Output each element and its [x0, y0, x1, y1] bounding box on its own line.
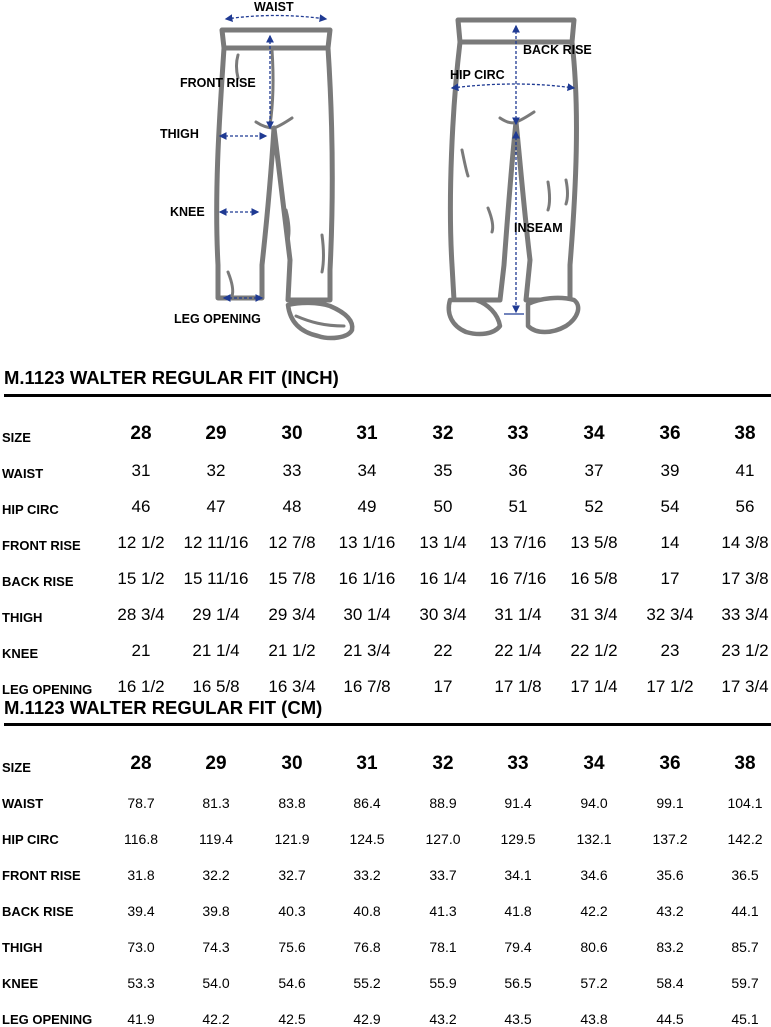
table-cell: 34 — [583, 423, 605, 444]
table-cell: 29 — [205, 753, 227, 774]
table-cell: 53.3 — [127, 975, 155, 991]
row-label: THIGH — [2, 940, 43, 955]
table-cell: 16 7/16 — [489, 569, 547, 588]
table-cell: 16 1/2 — [117, 677, 165, 696]
table-cell: 13 7/16 — [489, 533, 547, 552]
table-cell: 55.9 — [429, 975, 457, 991]
table-cell: 48 — [282, 497, 302, 516]
table-cell: 41.8 — [504, 903, 532, 919]
table-cell: 43.2 — [429, 1011, 457, 1027]
table-cell: 13 1/4 — [419, 533, 467, 552]
table-cell: 85.7 — [731, 939, 759, 955]
table-cell: 38 — [734, 753, 756, 774]
table-cell: 44.5 — [656, 1011, 684, 1027]
inch-size-table — [0, 367, 771, 697]
table-cell: 43.2 — [656, 903, 684, 919]
label-leg-opening: LEG OPENING — [174, 312, 261, 326]
table-cell: 31.8 — [127, 867, 155, 883]
row-label: WAIST — [2, 466, 44, 481]
table-cell: 34.6 — [580, 867, 608, 883]
table-cell: 42.2 — [202, 1011, 230, 1027]
table-cell: 57.2 — [580, 975, 608, 991]
table-cell: 50 — [433, 497, 453, 516]
table-cell: 22 1/4 — [494, 641, 542, 660]
table-cell: 12 7/8 — [268, 533, 316, 552]
table-row-back-rise — [0, 889, 771, 919]
row-label: HIP CIRC — [2, 502, 59, 517]
table-cell: 54.0 — [202, 975, 230, 991]
label-waist: WAIST — [254, 0, 294, 14]
table-row-back-rise — [0, 559, 771, 589]
table-cell: 46 — [131, 497, 151, 516]
table-cell: 17 — [433, 677, 453, 696]
row-label: BACK RISE — [2, 574, 74, 589]
table-title: M.1123 WALTER REGULAR FIT (INCH) — [4, 367, 339, 388]
row-label: KNEE — [2, 976, 39, 991]
table-cell: 17 3/4 — [721, 677, 769, 696]
row-label: LEG OPENING — [2, 1012, 93, 1027]
table-cell: 16 1/16 — [338, 569, 396, 588]
table-row-thigh — [0, 595, 771, 625]
table-row-knee — [0, 961, 771, 991]
table-cell: 132.1 — [576, 831, 612, 847]
table-cell: 29 3/4 — [268, 605, 316, 624]
table-cell: 23 — [660, 641, 680, 660]
table-cell: 33 — [507, 423, 529, 444]
table-cell: 44.1 — [731, 903, 759, 919]
table-cell: 47 — [206, 497, 226, 516]
table-cell: 41 — [735, 461, 755, 480]
table-row-hip-circ — [0, 487, 771, 517]
table-cell: 124.5 — [349, 831, 385, 847]
table-cell: 12 1/2 — [117, 533, 165, 552]
row-label: LEG OPENING — [2, 682, 93, 697]
table-cell: 76.8 — [353, 939, 381, 955]
label-knee: KNEE — [170, 205, 205, 219]
table-cell: 41.3 — [429, 903, 457, 919]
table-cell: 35 — [433, 461, 453, 480]
table-cell: 15 11/16 — [183, 569, 249, 588]
row-label: SIZE — [2, 760, 31, 775]
table-cell: 36.5 — [731, 867, 759, 883]
label-back-rise: BACK RISE — [523, 43, 592, 57]
table-cell: 78.1 — [429, 939, 457, 955]
table-cell: 31 — [356, 753, 378, 774]
table-row-front-rise — [0, 853, 771, 883]
table-cell: 79.4 — [504, 939, 532, 955]
table-cell: 15 7/8 — [268, 569, 316, 588]
table-cell: 32 — [432, 753, 454, 774]
table-cell: 43.5 — [504, 1011, 532, 1027]
table-row-size — [0, 415, 771, 445]
table-cell: 29 1/4 — [192, 605, 240, 624]
row-label: THIGH — [2, 610, 43, 625]
table-cell: 116.8 — [124, 831, 158, 847]
label-hip-circ: HIP CIRC — [450, 68, 505, 82]
table-cell: 74.3 — [202, 939, 230, 955]
table-row-knee — [0, 631, 771, 661]
table-cell: 30 3/4 — [419, 605, 467, 624]
table-cell: 16 7/8 — [343, 677, 391, 696]
table-row-waist — [0, 451, 771, 481]
table-cell: 32.2 — [202, 867, 230, 883]
table-cell: 41.9 — [127, 1011, 155, 1027]
table-cell: 55.2 — [353, 975, 381, 991]
table-cell: 35.6 — [656, 867, 684, 883]
table-cell: 38 — [734, 423, 756, 444]
row-label: FRONT RISE — [2, 538, 81, 553]
table-cell: 17 — [660, 569, 680, 588]
table-cell: 12 11/16 — [183, 533, 249, 552]
table-cell: 21 1/4 — [192, 641, 240, 660]
table-cell: 42.5 — [278, 1011, 306, 1027]
table-cell: 73.0 — [127, 939, 155, 955]
table-cell: 37 — [584, 461, 604, 480]
divider — [4, 394, 771, 397]
row-label: BACK RISE — [2, 904, 74, 919]
table-cell: 40.8 — [353, 903, 381, 919]
table-cell: 36 — [659, 423, 681, 444]
label-front-rise: FRONT RISE — [180, 76, 256, 90]
row-label: SIZE — [2, 430, 31, 445]
table-cell: 83.8 — [278, 795, 306, 811]
table-cell: 78.7 — [127, 795, 155, 811]
table-cell: 32 — [432, 423, 454, 444]
row-label: FRONT RISE — [2, 868, 81, 883]
table-cell: 142.2 — [727, 831, 763, 847]
table-cell: 56 — [735, 497, 755, 516]
table-cell: 81.3 — [202, 795, 230, 811]
table-cell: 31 3/4 — [570, 605, 618, 624]
table-cell: 33 — [282, 461, 302, 480]
table-row-leg-opening — [0, 997, 771, 1027]
table-cell: 58.4 — [656, 975, 684, 991]
row-label: HIP CIRC — [2, 832, 59, 847]
table-cell: 22 1/2 — [570, 641, 618, 660]
table-cell: 31 — [131, 461, 151, 480]
table-cell: 54 — [660, 497, 680, 516]
table-cell: 32 — [206, 461, 226, 480]
table-cell: 17 1/8 — [494, 677, 542, 696]
table-cell: 34.1 — [504, 867, 532, 883]
table-cell: 16 5/8 — [570, 569, 618, 588]
table-cell: 39.4 — [127, 903, 155, 919]
table-cell: 33.7 — [429, 867, 457, 883]
table-cell: 91.4 — [504, 795, 532, 811]
table-cell: 49 — [357, 497, 377, 516]
table-cell: 28 — [130, 423, 152, 444]
divider — [4, 723, 771, 726]
table-cell: 83.2 — [656, 939, 684, 955]
table-cell: 23 1/2 — [721, 641, 769, 660]
table-cell: 42.9 — [353, 1011, 381, 1027]
table-cell: 94.0 — [580, 795, 608, 811]
table-cell: 34 — [357, 461, 377, 480]
table-cell: 75.6 — [278, 939, 306, 955]
table-cell: 119.4 — [199, 831, 233, 847]
table-cell: 59.7 — [731, 975, 759, 991]
table-cell: 13 5/8 — [570, 533, 618, 552]
table-cell: 17 1/2 — [646, 677, 694, 696]
table-cell: 21 3/4 — [343, 641, 391, 660]
table-cell: 16 3/4 — [268, 677, 316, 696]
table-cell: 17 3/8 — [721, 569, 769, 588]
table-cell: 14 3/8 — [721, 533, 769, 552]
table-cell: 15 1/2 — [117, 569, 165, 588]
row-label: KNEE — [2, 646, 39, 661]
table-cell: 13 1/16 — [338, 533, 396, 552]
table-cell: 31 — [356, 423, 378, 444]
table-cell: 137.2 — [652, 831, 688, 847]
table-cell: 34 — [583, 753, 605, 774]
table-cell: 127.0 — [425, 831, 461, 847]
table-cell: 21 — [131, 641, 151, 660]
table-cell: 17 1/4 — [570, 677, 618, 696]
table-row-leg-opening — [0, 667, 771, 697]
table-cell: 43.8 — [580, 1011, 608, 1027]
table-cell: 88.9 — [429, 795, 457, 811]
table-cell: 21 1/2 — [268, 641, 316, 660]
table-cell: 129.5 — [500, 831, 536, 847]
table-cell: 30 — [281, 753, 303, 774]
table-cell: 121.9 — [274, 831, 310, 847]
table-cell: 39 — [660, 461, 680, 480]
table-cell: 33 3/4 — [721, 605, 769, 624]
table-cell: 33.2 — [353, 867, 381, 883]
table-cell: 54.6 — [278, 975, 306, 991]
table-cell: 28 3/4 — [117, 605, 165, 624]
table-cell: 30 1/4 — [343, 605, 391, 624]
table-cell: 14 — [660, 533, 680, 552]
table-cell: 80.6 — [580, 939, 608, 955]
table-cell: 16 5/8 — [192, 677, 240, 696]
cm-size-table — [0, 697, 771, 1027]
row-label: WAIST — [2, 796, 44, 811]
table-cell: 51 — [508, 497, 528, 516]
table-cell: 33 — [507, 753, 529, 774]
table-cell: 31 1/4 — [494, 605, 542, 624]
table-row-size — [0, 745, 771, 775]
table-cell: 32.7 — [278, 867, 306, 883]
table-cell: 104.1 — [727, 795, 763, 811]
table-cell: 56.5 — [504, 975, 532, 991]
table-title: M.1123 WALTER REGULAR FIT (CM) — [4, 697, 323, 718]
table-cell: 36 — [508, 461, 528, 480]
table-cell: 99.1 — [656, 795, 684, 811]
table-cell: 39.8 — [202, 903, 230, 919]
table-cell: 28 — [130, 753, 152, 774]
pants-measurement-diagram — [0, 0, 771, 360]
table-cell: 36 — [659, 753, 681, 774]
table-cell: 40.3 — [278, 903, 306, 919]
table-cell: 52 — [584, 497, 604, 516]
table-cell: 30 — [281, 423, 303, 444]
label-thigh: THIGH — [160, 127, 199, 141]
table-row-waist — [0, 781, 771, 811]
table-cell: 86.4 — [353, 795, 381, 811]
table-cell: 42.2 — [580, 903, 608, 919]
table-row-front-rise — [0, 523, 771, 553]
table-cell: 45.1 — [731, 1011, 759, 1027]
label-inseam: INSEAM — [514, 221, 563, 235]
table-cell: 29 — [205, 423, 227, 444]
table-cell: 32 3/4 — [646, 605, 694, 624]
table-row-hip-circ — [0, 817, 771, 847]
table-cell: 16 1/4 — [419, 569, 467, 588]
table-cell: 22 — [433, 641, 453, 660]
table-row-thigh — [0, 925, 771, 955]
